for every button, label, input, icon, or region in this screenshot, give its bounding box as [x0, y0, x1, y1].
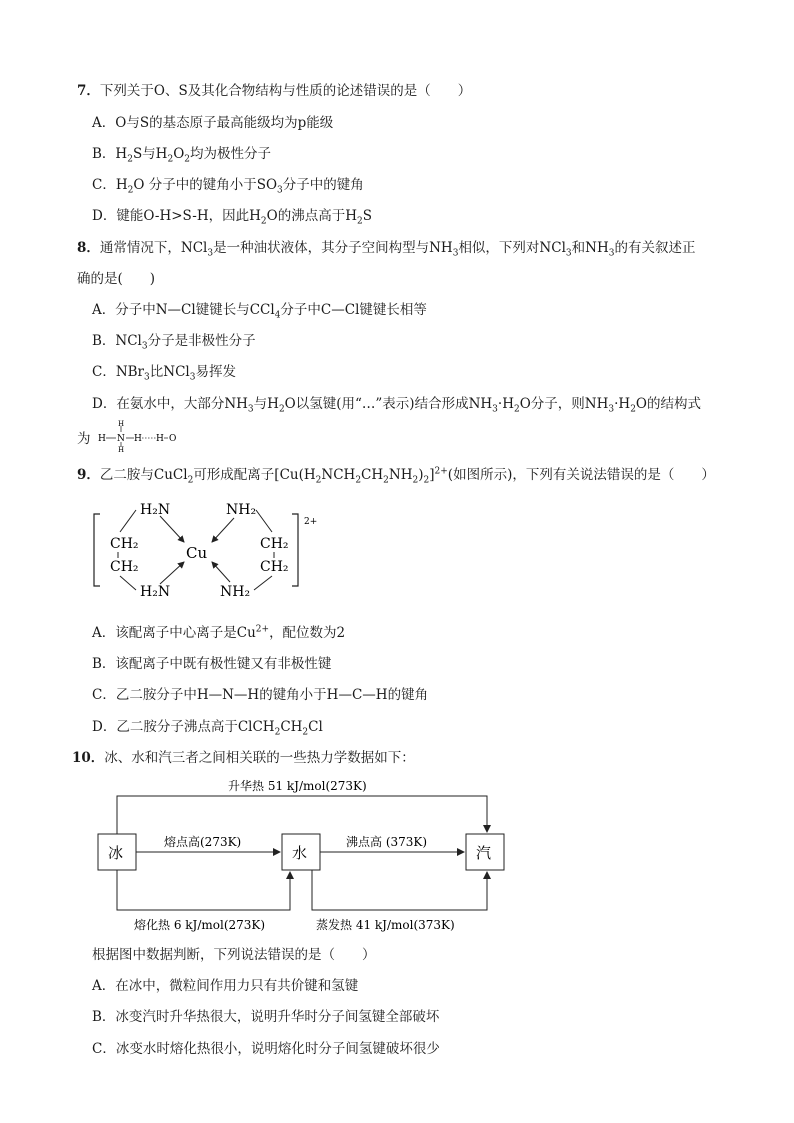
ch2-left-1: CH₂ [110, 536, 139, 552]
question-9-option-d: D．乙二胺分子沸点高于$ClCH_2CH_2Cl$ [92, 719, 323, 738]
struct-h-left: H [98, 434, 106, 444]
question-7-option-c: C．$H_2O$ 分子中的键角小于$SO_3$分子中的键角 [92, 177, 364, 196]
cu-center: Cu [186, 544, 208, 562]
ion-charge: 2+ [304, 517, 318, 527]
question-9-number: 9． [77, 467, 100, 483]
question-10-stem: 10．冰、水和汽三者之间相关联的一些热力学数据如下： [72, 750, 415, 766]
ice-label: 冰 [108, 844, 124, 862]
question-10-prompt: 根据图中数据判断，下列说法错误的是（ ） [92, 947, 376, 963]
question-7-option-d: D．键能O-H>S-H，因此$H_2O$的沸点高于$H_2S$ [92, 208, 372, 227]
struct-h-bottom: H [118, 446, 125, 452]
question-8-option-c: C．NBr$_3$比NCl$_3$易挥发 [92, 364, 236, 383]
question-9-stem: 9．乙二胺与CuCl$_2$可形成配离子$[Cu(H_2NCH_2CH_2NH_2)_2]^{2+}$(如图所示)，下列有关说法错误的是（ ） [77, 466, 715, 486]
question-8-stem-continued: 确的是( ) [77, 271, 156, 287]
question-10-number: 10． [72, 750, 105, 766]
phase-change-diagram [90, 772, 520, 938]
question-9-option-a: A．该配离子中心离子是$Cu^{2+}$，配位数为2 [92, 624, 346, 641]
h2n-top-left: H₂N [140, 502, 171, 518]
question-7-option-b: B．$H_2S$与$H_2O_2$均为极性分子 [92, 146, 272, 165]
question-8-option-a: A．分子中N—Cl键键长与CCl$_4$分子中C—Cl键键长相等 [92, 302, 427, 321]
water-label: 水 [292, 844, 308, 862]
ch2-right-1: CH₂ [260, 536, 289, 552]
question-10-option-a: A．在冰中，微粒间作用力只有共价键和氢键 [92, 978, 359, 994]
vaporization-label: 蒸发热 41 kJ/mol(373K) [316, 918, 455, 932]
h2n-bottom-left: H₂N [140, 584, 171, 600]
question-8-option-b: B．NCl$_3$分子是非极性分子 [92, 333, 256, 352]
struct-o: O [169, 434, 177, 444]
fusion-label: 熔化热 6 kJ/mol(273K) [134, 918, 266, 932]
question-7-stem: 7．下列关于O、S及其化合物结构与性质的论述错误的是（ ） [77, 83, 472, 99]
melting-point-label: 熔点高(273K) [164, 835, 242, 849]
complex-ion-structure [88, 496, 338, 608]
struct-h-bonded: H [134, 434, 142, 444]
boiling-point-label: 沸点高 (373K) [346, 835, 428, 849]
ch2-left-2: CH₂ [110, 559, 139, 575]
question-9-option-b: B．该配离子中既有极性键又有非极性键 [92, 656, 332, 672]
question-9-option-c: C．乙二胺分子中H—N—H的键角小于H—C—H的键角 [92, 687, 429, 703]
right-bracket [292, 514, 298, 586]
question-8-stem: 8．通常情况下，NCl$_3$是一种油状液体，其分子空间构型与$NH_3$相似，下列对NCl$_3$和$NH_3$的有关叙述正 [77, 240, 696, 259]
struct-h-top: H [118, 420, 125, 428]
nh2-bottom-right: NH₂ [220, 584, 251, 600]
left-bracket [94, 514, 100, 586]
ch2-right-2: CH₂ [260, 559, 289, 575]
sublimation-label: 升华热 51 kJ/mol(273K) [228, 779, 367, 793]
question-8-option-d-continued: 为 [77, 431, 91, 447]
question-7-option-a: A．O与S的基态原子最高能级均为p能级 [92, 115, 334, 131]
nh3-h2o-structure [96, 420, 186, 452]
struct-n: N [117, 434, 125, 444]
question-10-option-b: B．冰变汽时升华热很大，说明升华时分子间氢键全部破坏 [92, 1009, 440, 1025]
question-8-number: 8． [77, 240, 100, 256]
nh2-top-right: NH₂ [226, 502, 257, 518]
steam-label: 汽 [476, 844, 492, 862]
question-10-option-c: C．冰变水时熔化热很小，说明熔化时分子间氢键破坏很少 [92, 1041, 440, 1057]
question-8-option-d: D．在氨水中，大部分$NH_3$与$H_2O$以氢键(用“…”表示)结合形成$NH_3\cdot H_2O$分子，则$NH_3\cdot H_2O$的结构式 [92, 396, 701, 415]
struct-h-right: H [156, 434, 164, 444]
question-7-number: 7． [77, 83, 100, 99]
